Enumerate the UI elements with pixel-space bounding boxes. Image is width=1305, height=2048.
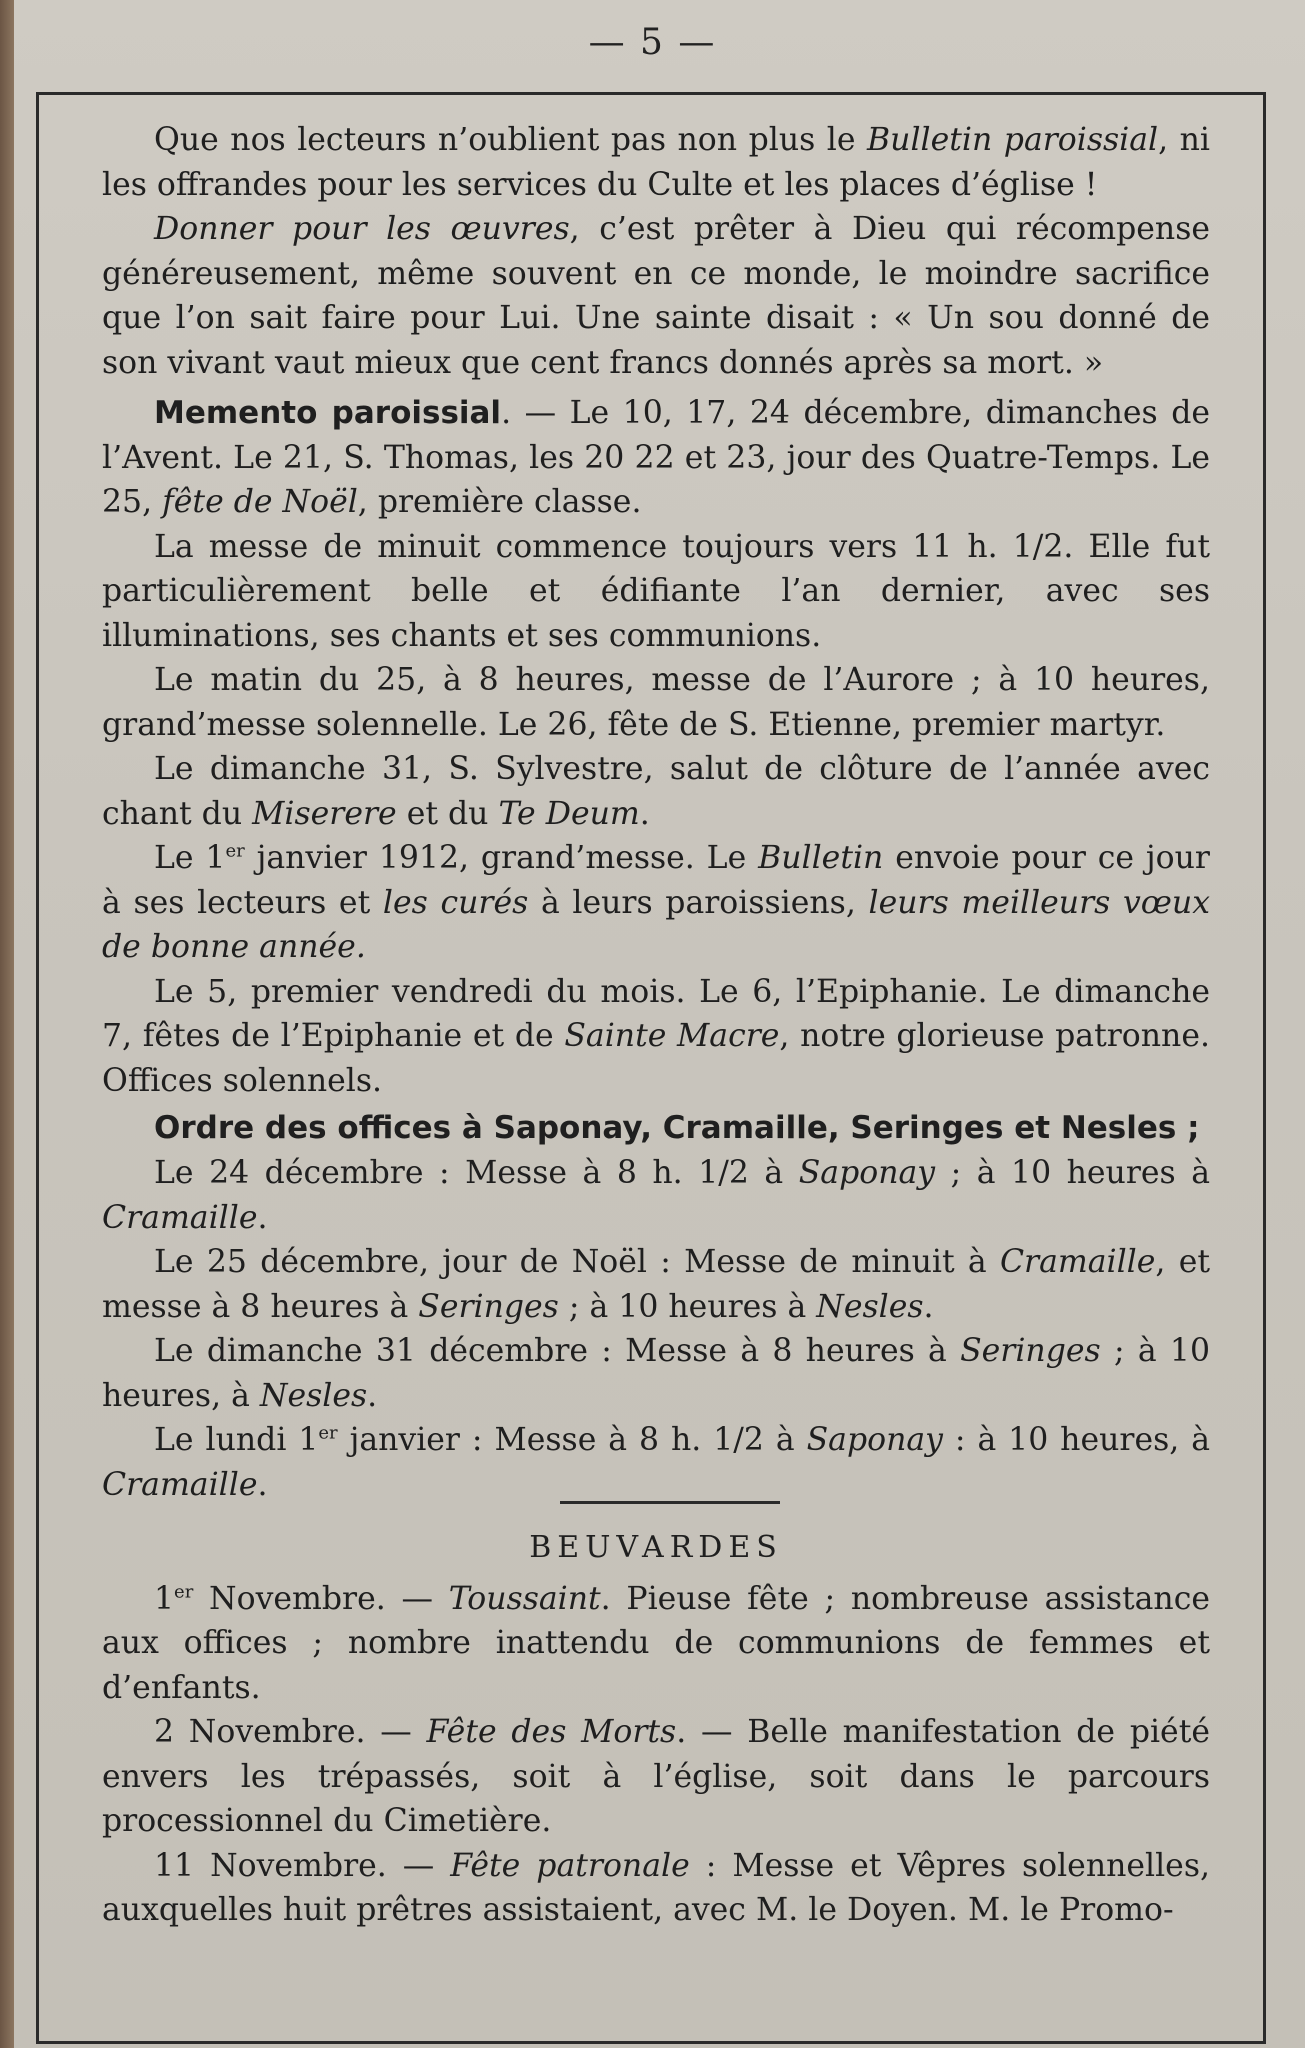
italic-run: Saponay [806, 1422, 943, 1458]
memento-paragraph-6 [102, 970, 1210, 1104]
italic-run: Seringes [960, 1333, 1101, 1369]
italic-run: leurs meilleurs vœux de bonne année. [102, 884, 1210, 965]
text-run: : à 10 heures, à [942, 1422, 1211, 1458]
text-run: Le lundi 1 [154, 1422, 319, 1458]
italic-run: Cramaille [102, 1199, 258, 1236]
text-run: . [923, 1288, 934, 1325]
memento-heading: Memento paroissial [154, 395, 502, 431]
page-number: — 5 — [588, 22, 717, 63]
italic-run: Miserere [252, 795, 397, 832]
offices-paragraph-2 [102, 1240, 1210, 1329]
memento-paragraph-4 [102, 747, 1210, 836]
italic-run: Fête des Morts [426, 1714, 677, 1750]
page-edge-shadow [0, 0, 14, 2048]
text-run: 11 Novembre. — [154, 1847, 451, 1884]
superscript-run: er [174, 1581, 194, 1602]
beuvardes-paragraph-2 [102, 1710, 1210, 1844]
italic-run: Sainte Macre [564, 1018, 780, 1054]
text-run: Le 25 décembre, jour de Noël : Messe de minuit à [154, 1244, 1000, 1280]
memento-paragraph-1 [102, 391, 1210, 525]
text-run: Le dimanche 31 décembre : Messe à 8 heures à [154, 1333, 961, 1369]
beuvardes-title: BEUVARDES [529, 1530, 783, 1565]
text-run: , c’est prêter à Dieu qui récompense généreusement, même souvent en ce monde, le moindre sacrifice que l’on sait faire pour Lui. Une sainte disait : « Un sou donné de son vivant vaut mieux que cent francs donnés après sa mort. » [102, 211, 1211, 381]
text-run: 1 [154, 1580, 175, 1617]
text-run: . [639, 795, 650, 832]
text-run: . — Le 10, 17, 24 décembre, dimanches de l’Avent. Le 21, S. Thomas, les 20 22 et 23, jour des Quatre-Temps. Le 25, [102, 395, 1210, 520]
text-run: Novembre. — [193, 1580, 449, 1617]
italic-run: fête de Noël [162, 484, 358, 520]
superscript-run: er [318, 1422, 338, 1444]
offices-paragraph-3 [102, 1329, 1210, 1418]
italic-run: Te Deum [498, 795, 640, 832]
italic-run: Saponay [798, 1155, 936, 1191]
text-run: . [257, 1199, 268, 1236]
text-run: Le dimanche 31, S. Sylvestre, salut de clôture de l’année avec chant du [102, 751, 1210, 832]
beuvardes-paragraph-3 [102, 1844, 1210, 1933]
memento-paragraph-2 [102, 525, 1210, 659]
offices-heading: Ordre des offices à Saponay, Cramaille, Seringes et Nesles ; [154, 1110, 1200, 1146]
text-run: , notre glorieuse patronne. Offices solennels. [102, 1018, 1210, 1099]
text-run: ; à 10 heures à [558, 1288, 817, 1325]
text-run: Le matin du 25, à 8 heures, messe de l’Aurore ; à 10 heures, grand’messe solennelle. Le 26, fête de S. Etienne, premier martyr. [102, 662, 1210, 743]
text-run: . [257, 1466, 268, 1503]
text-run: et du [396, 795, 499, 832]
text-run: , ni les offrandes pour les services du Culte et les places d’église ! [102, 122, 1211, 203]
text-run: . Pieuse fête ; nombreuse assistance aux offices ; nombre inattendu de communions de femmes et d’enfants. [102, 1580, 1210, 1706]
text-run: Le 24 décembre : Messe à 8 h. 1/2 à [154, 1155, 799, 1191]
text-run: ; à 10 heures à [935, 1155, 1211, 1191]
intro-paragraph-2 [102, 207, 1210, 385]
text-run: , première classe. [357, 484, 642, 520]
italic-run: Cramaille [999, 1244, 1156, 1280]
text-run: à leurs paroissiens, [528, 884, 869, 921]
section-divider [560, 1501, 780, 1504]
beuvardes-paragraph-1 [102, 1577, 1210, 1711]
offices-paragraph-1 [102, 1151, 1210, 1240]
italic-run: Toussaint [448, 1580, 601, 1617]
text-run: Le 1 [154, 840, 226, 876]
text-run: ; à 10 heures, à [102, 1333, 1210, 1414]
text-run: janvier : Messe à 8 h. 1/2 à [337, 1422, 807, 1458]
italic-run: Bulletin paroissial [867, 122, 1159, 158]
memento-paragraph-5 [102, 836, 1210, 970]
offices-paragraph-4 [102, 1418, 1210, 1507]
text-run: 2 Novembre. — [154, 1714, 427, 1750]
italic-run: Donner pour les œuvres [154, 211, 570, 247]
text-run: Que nos lecteurs n’oublient pas non plus le [154, 122, 868, 158]
italic-run: Seringes [418, 1288, 559, 1325]
italic-run: Nesles [259, 1377, 368, 1414]
text-run: : Messe et Vêpres solennelles, auxquelles huit prêtres assistaient, avec M. le Doyen. M. le Promo- [102, 1847, 1210, 1928]
text-run: Le 5, premier vendredi du mois. Le 6, l’Epiphanie. Le dimanche 7, fêtes de l’Epiphanie et de [102, 973, 1210, 1054]
text-run: , et messe à 8 heures à [102, 1244, 1210, 1325]
text-run: . [367, 1377, 378, 1414]
italic-run: Fête patronale [450, 1847, 690, 1884]
intro-paragraph-1 [102, 118, 1210, 207]
text-run: envoie pour ce jour à ses lecteurs et [102, 840, 1210, 921]
text-run: . — Belle manifestation de piété envers les trépassés, soit à l’église, soit dans le parcours processionnel du Cimetière. [102, 1714, 1210, 1839]
italic-run: Nesles [816, 1288, 924, 1325]
italic-run: Cramaille [102, 1466, 258, 1503]
text-run: La messe de minuit commence toujours vers 11 h. 1/2. Elle fut particulièrement belle et édifiante l’an dernier, avec ses illuminations, ses chants et ses communions. [102, 528, 1210, 654]
text-run: janvier 1912, grand’messe. Le [244, 840, 759, 876]
superscript-run: er [225, 840, 245, 862]
article-body [102, 118, 1210, 1933]
italic-run: Bulletin [758, 840, 884, 876]
italic-run: les curés [382, 884, 529, 921]
memento-paragraph-3 [102, 658, 1210, 747]
